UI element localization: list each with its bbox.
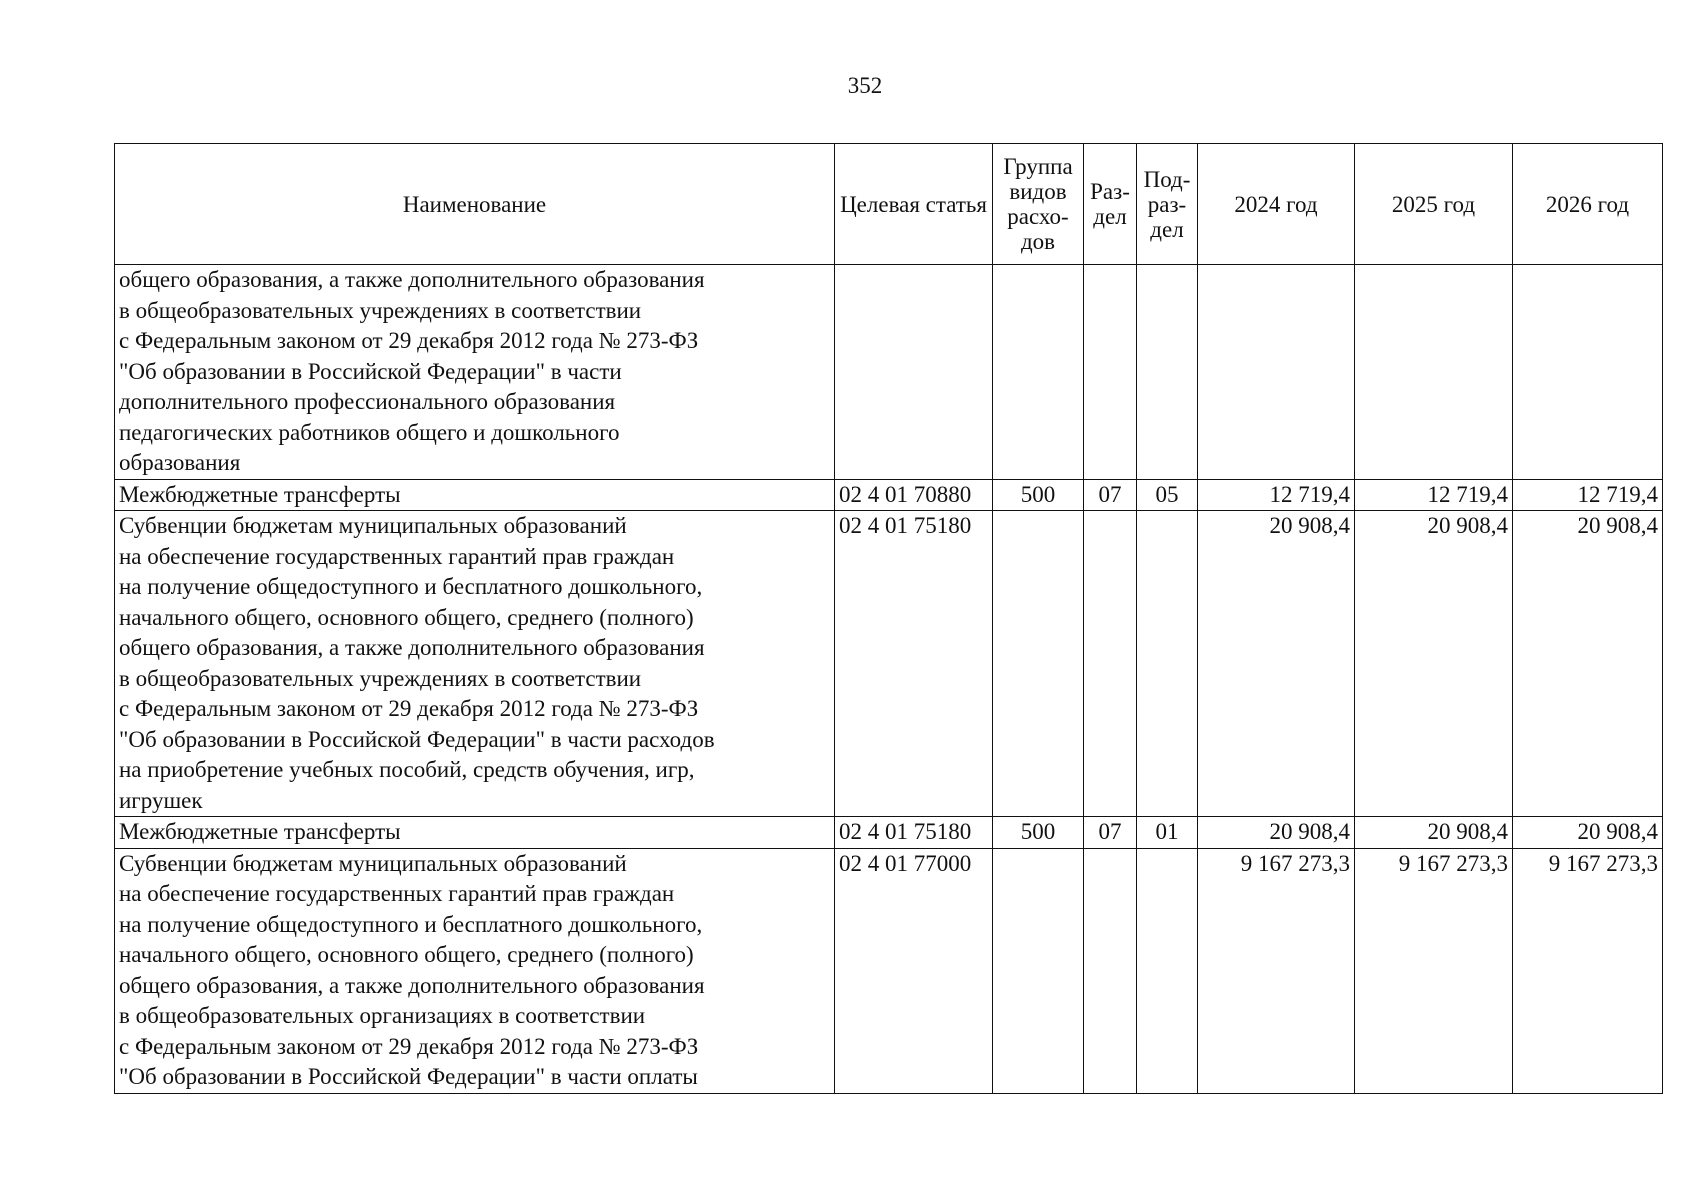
row-2026: 20 908,4 [1513, 817, 1663, 849]
row-group [993, 265, 1084, 480]
table-row [115, 479, 1663, 511]
row-target: 02 4 01 75180 [835, 511, 993, 817]
row-2024 [1198, 265, 1355, 480]
header-subsection: Под-раз-дел [1137, 144, 1198, 265]
row-subsection: 01 [1137, 817, 1198, 849]
row-2025: 12 719,4 [1355, 479, 1513, 511]
table-row [115, 817, 1663, 849]
header-target: Целевая статья [835, 144, 993, 265]
table-row [115, 511, 1663, 817]
header-2024: 2024 год [1198, 144, 1355, 265]
row-name: общего образования, а также дополнительного образования в общеобразовательных учреждениях в соответствии с Федеральным законом от 29 декабря 2012 года № 273-ФЗ "Об образовании в Российской Федерации" в части дополнительного профессионального образования педагогических работников общего и дошкольного образования [115, 265, 835, 480]
page-number: 352 [847, 73, 883, 98]
row-subsection: 05 [1137, 479, 1198, 511]
row-2024: 20 908,4 [1198, 817, 1355, 849]
row-target: 02 4 01 77000 [835, 848, 993, 1093]
row-2026: 12 719,4 [1513, 479, 1663, 511]
row-section [1084, 265, 1137, 480]
row-section [1084, 511, 1137, 817]
row-name: Межбюджетные трансферты [115, 817, 835, 849]
row-target [835, 265, 993, 480]
header-group: Группа видов расхо-дов [993, 144, 1084, 265]
row-2026: 9 167 273,3 [1513, 848, 1663, 1093]
row-group: 500 [993, 479, 1084, 511]
row-section: 07 [1084, 479, 1137, 511]
row-target: 02 4 01 70880 [835, 479, 993, 511]
row-name: Межбюджетные трансферты [115, 479, 835, 511]
row-subsection [1137, 265, 1198, 480]
row-section [1084, 848, 1137, 1093]
header-2025: 2025 год [1355, 144, 1513, 265]
row-group: 500 [993, 817, 1084, 849]
row-2026: 20 908,4 [1513, 511, 1663, 817]
row-group [993, 511, 1084, 817]
row-name: Субвенции бюджетам муниципальных образований на обеспечение государственных гарантий прав граждан на получение общедоступного и бесплатного дошкольного, начального общего, основного общего, среднего (полного) общего образования, а также дополнительного образования в общеобразовательных организациях в соответствии с Федеральным законом от 29 декабря 2012 года № 273-ФЗ "Об образовании в Российской Федерации" в части оплаты [115, 848, 835, 1093]
table-header-row [115, 144, 1663, 265]
row-subsection [1137, 848, 1198, 1093]
row-2025 [1355, 265, 1513, 480]
row-2024: 12 719,4 [1198, 479, 1355, 511]
row-group [993, 848, 1084, 1093]
header-2026: 2026 год [1513, 144, 1663, 265]
row-2024: 9 167 273,3 [1198, 848, 1355, 1093]
row-2025: 20 908,4 [1355, 511, 1513, 817]
row-2025: 9 167 273,3 [1355, 848, 1513, 1093]
row-subsection [1137, 511, 1198, 817]
row-2025: 20 908,4 [1355, 817, 1513, 849]
header-section: Раз-дел [1084, 144, 1137, 265]
row-section: 07 [1084, 817, 1137, 849]
row-name: Субвенции бюджетам муниципальных образований на обеспечение государственных гарантий прав граждан на получение общедоступного и бесплатного дошкольного, начального общего, основного общего, среднего (полного) общего образования, а также дополнительного образования в общеобразовательных учреждениях в соответствии с Федеральным законом от 29 декабря 2012 года № 273-ФЗ "Об образовании в Российской Федерации" в части расходов на приобретение учебных пособий, средств обучения, игр, игрушек [115, 511, 835, 817]
row-target: 02 4 01 75180 [835, 817, 993, 849]
budget-table [114, 143, 1663, 1094]
table-row [115, 265, 1663, 480]
header-name: Наименование [115, 144, 835, 265]
row-2024: 20 908,4 [1198, 511, 1355, 817]
row-2026 [1513, 265, 1663, 480]
table-row [115, 848, 1663, 1093]
